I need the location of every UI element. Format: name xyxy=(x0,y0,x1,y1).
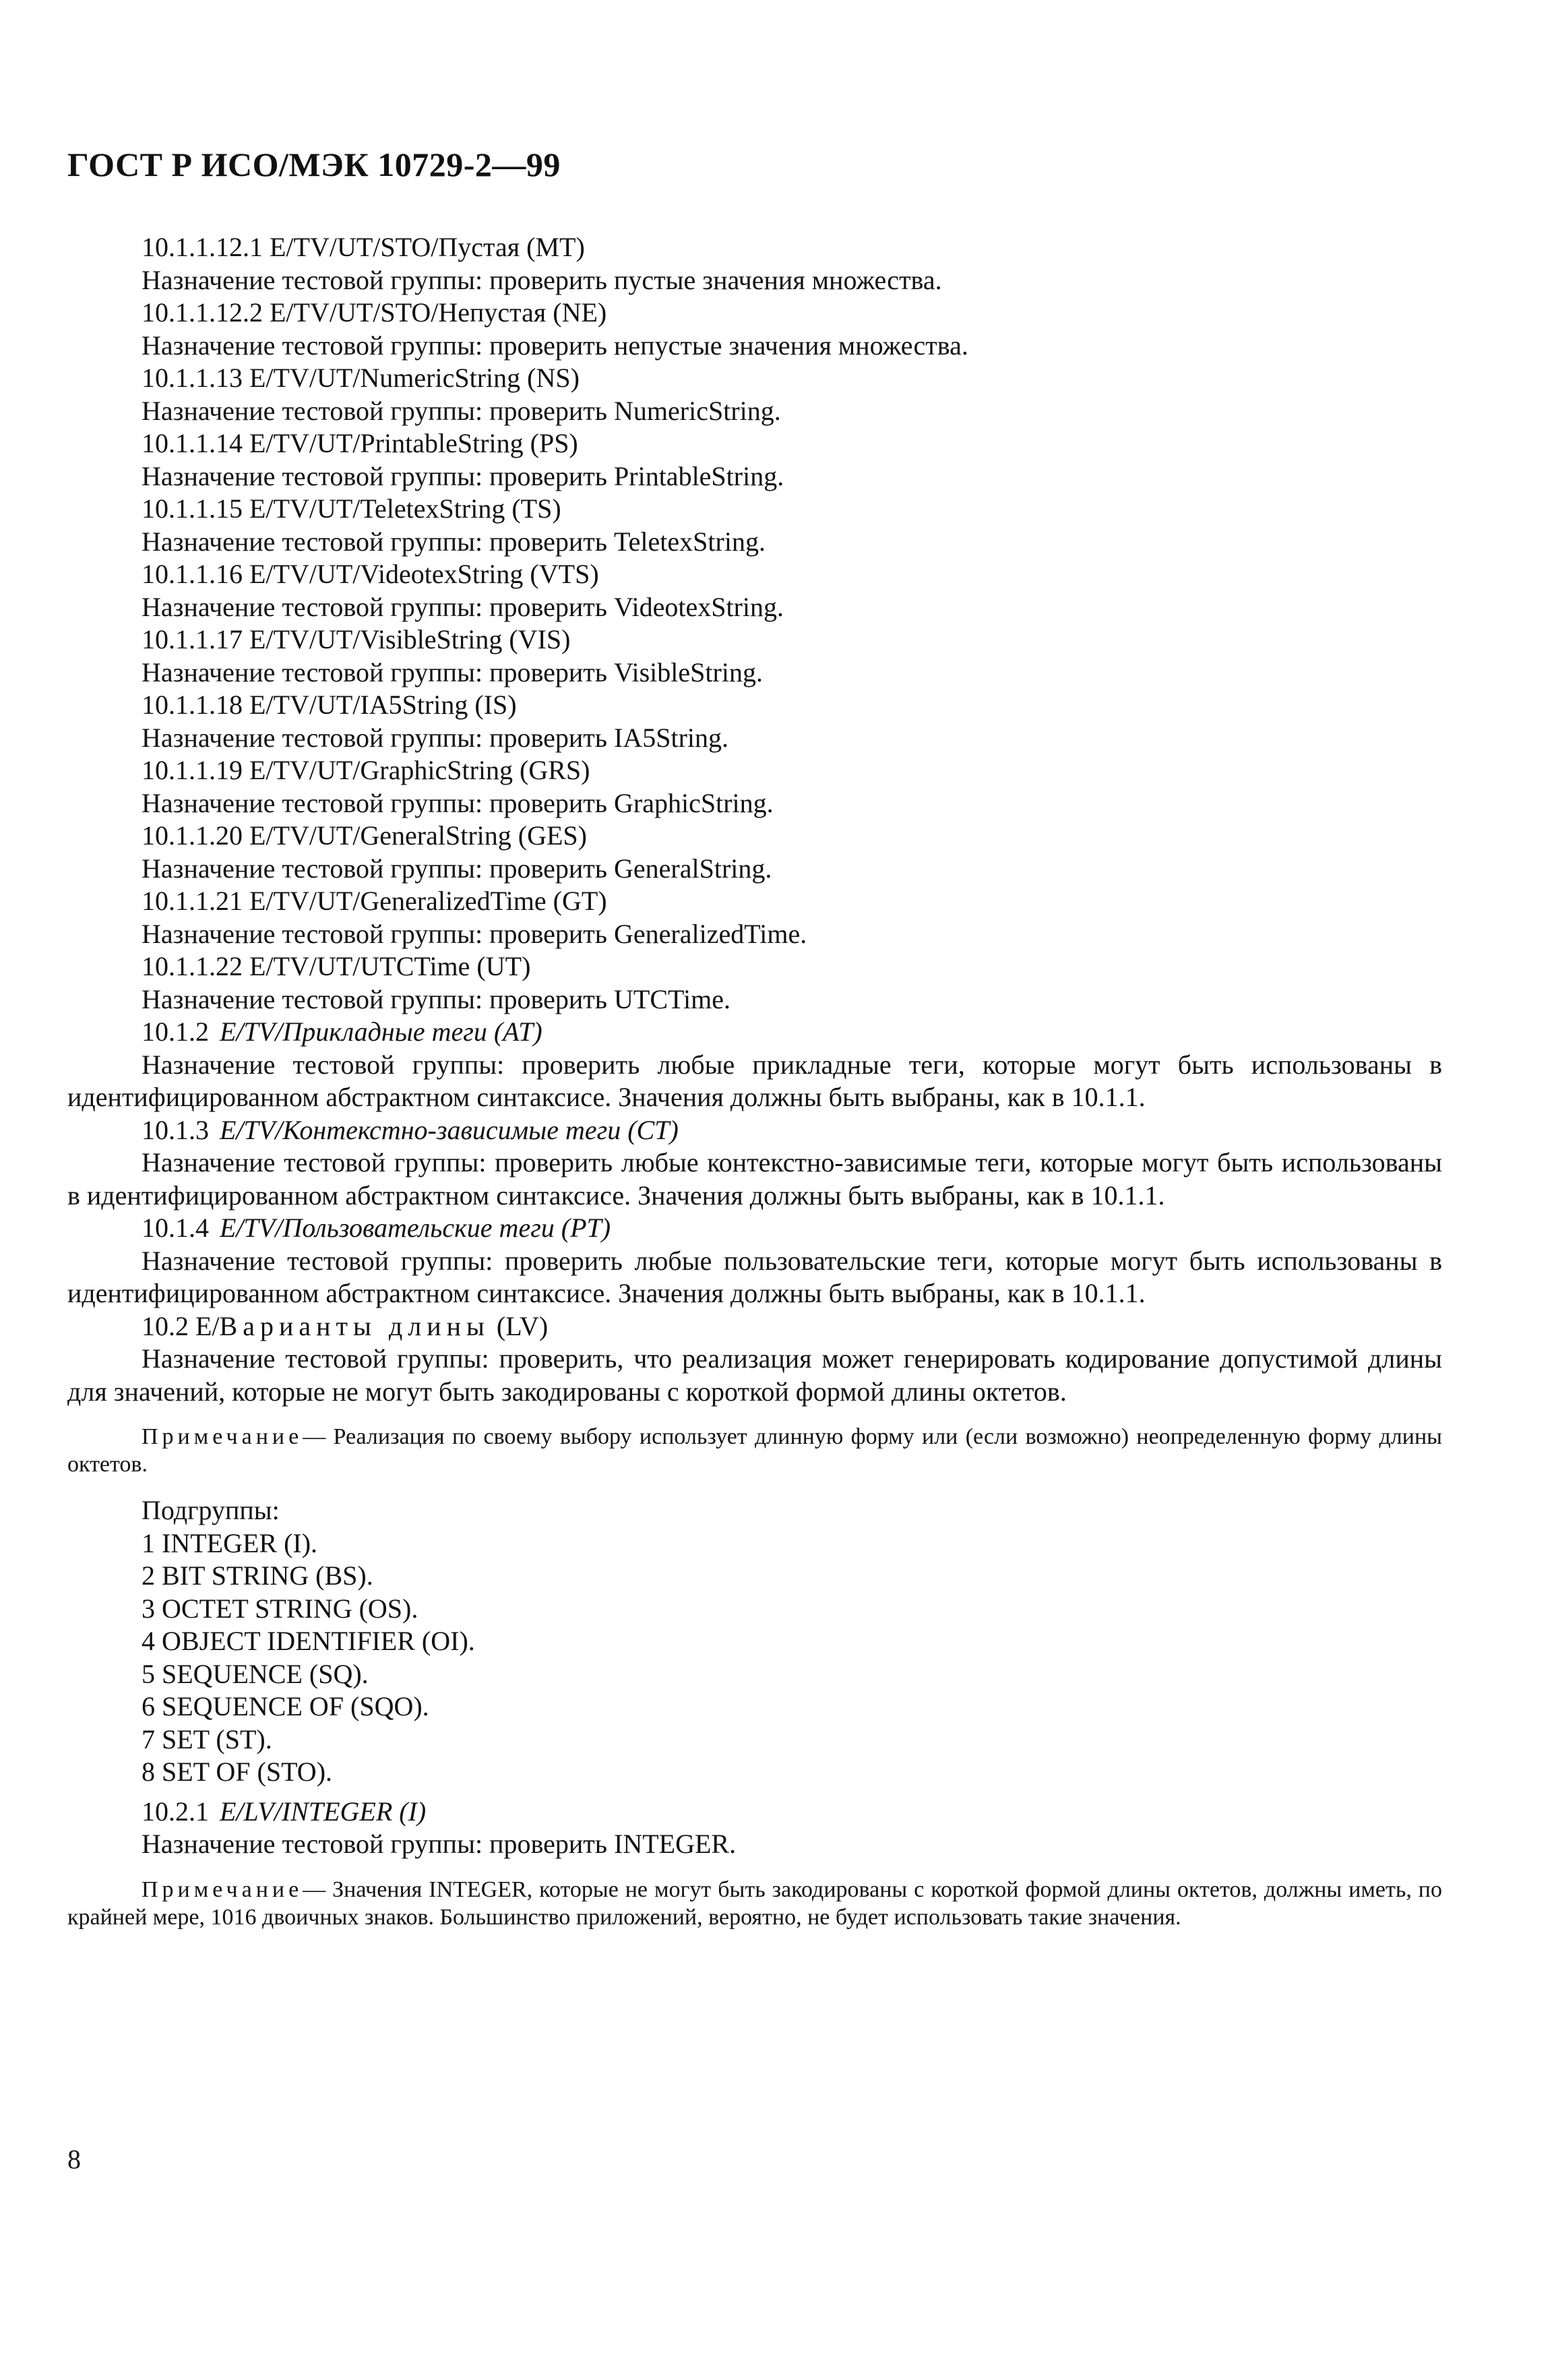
entry-purpose: Назначение тестовой группы: проверить PrintableString. xyxy=(142,460,784,491)
note-label: Примечание xyxy=(142,1876,303,1902)
list-item: 7 SET (ST). xyxy=(142,1723,272,1755)
entry xyxy=(67,297,1442,362)
entry xyxy=(67,362,1442,427)
list-item: 6 SEQUENCE OF (SQO). xyxy=(142,1691,429,1721)
section-heading xyxy=(67,1796,1442,1829)
section-abbr: (LV) xyxy=(496,1310,549,1341)
section-10-1-4 xyxy=(67,1212,1442,1310)
test-group-entries xyxy=(67,231,1442,1016)
entry xyxy=(67,558,1442,623)
section-title: Варианты длины xyxy=(219,1310,490,1341)
entry xyxy=(67,885,1442,950)
entry-id: 10.1.1.14 E/TV/UT/PrintableString (PS) xyxy=(142,428,578,458)
list-item: 5 SEQUENCE (SQ). xyxy=(142,1658,369,1689)
entry xyxy=(67,231,1442,297)
list-item: 2 BIT STRING (BS). xyxy=(142,1560,373,1591)
section-10-2-1 xyxy=(67,1796,1442,1861)
note-text: — Реализация по своему выбору использует длинную форму или (если возможно) неопределенную форму длины октетов. xyxy=(67,1424,1442,1477)
section-text: Назначение тестовой группы: проверить, что реализация может генерировать кодирование допустимой длины для значений, которые не могут быть закодированы с короткой формой длины октетов. xyxy=(67,1343,1442,1407)
list-item: 1 INTEGER (I). xyxy=(142,1527,318,1558)
subgroups-label: Подгруппы: xyxy=(142,1495,280,1525)
section-number: 10.1.2 xyxy=(142,1016,209,1047)
entry-id: 10.1.1.22 E/TV/UT/UTCTime (UT) xyxy=(142,951,531,981)
section-title: E/TV/Пользовательские теги (PT) xyxy=(220,1213,611,1243)
entry-id: 10.1.1.18 E/TV/UT/IA5String (IS) xyxy=(142,690,517,720)
entry-purpose: Назначение тестовой группы: проверить GeneralString. xyxy=(142,853,772,884)
section-text: Назначение тестовой группы: проверить любые контекстно-зависимые теги, которые могут быть использованы в идентифицированном абстрактном синтаксисе. Значения должны быть выбраны, как в 10.1.1. xyxy=(67,1147,1442,1211)
section-10-2 xyxy=(67,1310,1442,1409)
entry-id: 10.1.1.17 E/TV/UT/VisibleString (VIS) xyxy=(142,624,571,654)
section-text: Назначение тестовой группы: проверить INTEGER. xyxy=(142,1829,737,1859)
page-number: 8 xyxy=(67,2144,81,2174)
entry xyxy=(67,623,1442,689)
entry-id: 10.1.1.16 E/TV/UT/VideotexString (VTS) xyxy=(142,559,599,589)
entry xyxy=(67,493,1442,558)
entry-id: 10.1.1.21 E/TV/UT/GeneralizedTime (GT) xyxy=(142,886,607,916)
entry-id: 10.1.1.20 E/TV/UT/GeneralString (GES) xyxy=(142,820,587,851)
entry-purpose: Назначение тестовой группы: проверить UTCTime. xyxy=(142,983,731,1014)
entry-id: 10.1.1.12.2 E/TV/UT/STO/Непустая (NE) xyxy=(142,297,607,328)
entry-purpose: Назначение тестовой группы: проверить NumericString. xyxy=(142,395,781,426)
section-heading xyxy=(67,1212,1442,1245)
entry xyxy=(67,820,1442,885)
section-text: Назначение тестовой группы: проверить любые пользовательские теги, которые могут быть использованы в идентифицированном абстрактном синтаксисе. Значения должны быть выбраны, как в 10.1.1. xyxy=(67,1245,1442,1308)
entry-purpose: Назначение тестовой группы: проверить VisibleString. xyxy=(142,657,763,688)
entry-id: 10.1.1.19 E/TV/UT/GraphicString (GRS) xyxy=(142,755,590,785)
entry xyxy=(67,427,1442,493)
entry xyxy=(67,689,1442,754)
entry-purpose: Назначение тестовой группы: проверить непустые значения множества. xyxy=(142,330,968,361)
entry-purpose: Назначение тестовой группы: проверить IA5String. xyxy=(142,722,729,753)
section-number: 10.2 E/ xyxy=(142,1310,220,1341)
section-title: E/TV/Прикладные теги (AT) xyxy=(220,1016,542,1047)
entry-id: 10.1.1.12.1 E/TV/UT/STO/Пустая (MT) xyxy=(142,232,585,262)
list-item: 4 OBJECT IDENTIFIER (OI). xyxy=(142,1626,475,1656)
entry-purpose: Назначение тестовой группы: проверить VideotexString. xyxy=(142,591,784,622)
section-10-1-3 xyxy=(67,1114,1442,1213)
section-number: 10.1.3 xyxy=(142,1114,209,1145)
entry-purpose: Назначение тестовой группы: проверить TeletexString. xyxy=(142,526,766,557)
note xyxy=(67,1876,1442,1931)
entry xyxy=(67,754,1442,820)
list-item: 3 OCTET STRING (OS). xyxy=(142,1593,418,1624)
section-heading xyxy=(67,1114,1442,1147)
entry-purpose: Назначение тестовой группы: проверить пустые значения множества. xyxy=(142,264,942,295)
standard-header: ГОСТ Р ИСО/МЭК 10729-2—99 xyxy=(67,146,561,183)
section-text: Назначение тестовой группы: проверить любые прикладные теги, которые могут быть использованы в идентифицированном абстрактном синтаксисе. Значения должны быть выбраны, как в 10.1.1. xyxy=(67,1049,1442,1112)
note-text: — Значения INTEGER, которые не могут быть закодированы с короткой формой длины октетов, должны иметь, по крайней мере, 1016 двоичных знаков. Большинство приложений, вероятно, не будет использовать такие значения. xyxy=(67,1876,1442,1930)
subgroups-list xyxy=(67,1494,1442,1789)
entry-id: 10.1.1.15 E/TV/UT/TeletexString (TS) xyxy=(142,493,561,524)
note xyxy=(67,1423,1442,1478)
document-page xyxy=(67,145,1442,1947)
entry-id: 10.1.1.13 E/TV/UT/NumericString (NS) xyxy=(142,363,580,393)
entry xyxy=(67,950,1442,1016)
section-heading xyxy=(67,1016,1442,1049)
section-number: 10.1.4 xyxy=(142,1213,209,1243)
section-number: 10.2.1 xyxy=(142,1796,209,1827)
section-title: E/LV/INTEGER (I) xyxy=(220,1796,427,1827)
entry-purpose: Назначение тестовой группы: проверить GraphicString. xyxy=(142,787,774,818)
entry-purpose: Назначение тестовой группы: проверить GeneralizedTime. xyxy=(142,918,807,949)
note-label: Примечание xyxy=(142,1424,303,1449)
section-10-1-2 xyxy=(67,1016,1442,1114)
section-title: E/TV/Контекстно-зависимые теги (CT) xyxy=(220,1114,679,1145)
list-item: 8 SET OF (STO). xyxy=(142,1757,333,1787)
section-heading xyxy=(67,1310,1442,1343)
